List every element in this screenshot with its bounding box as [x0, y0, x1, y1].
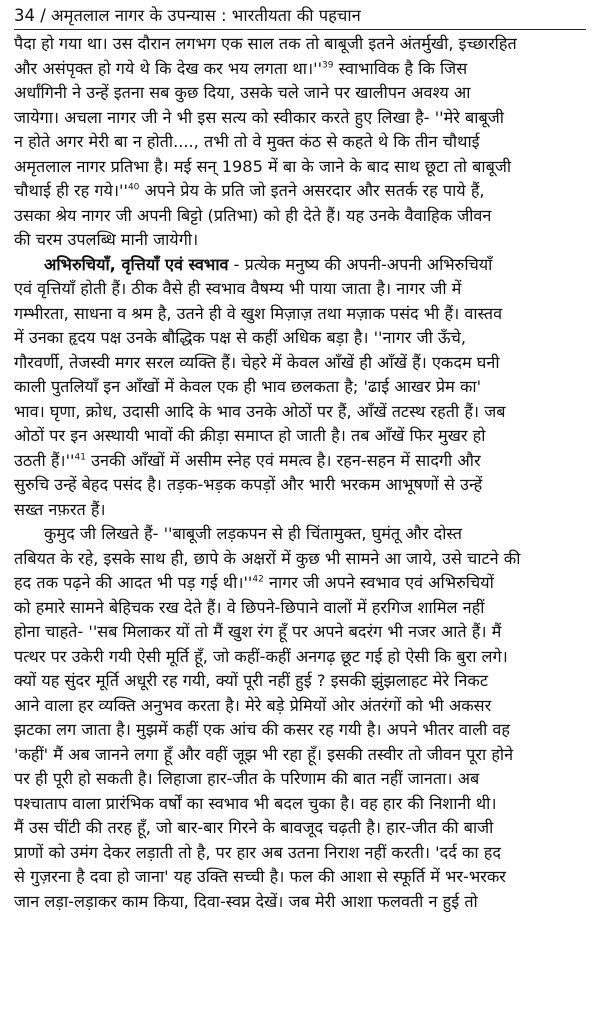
text-span: - प्रत्येक मनुष्य की अपनी-अपनी अभिरुचियाँ — [228, 254, 493, 274]
section-heading: अभिरुचियाँ, वृत्तियाँ एवं स्वभाव — [44, 254, 229, 274]
header-rule — [14, 29, 586, 30]
text-line — [14, 204, 586, 229]
text-line — [14, 449, 586, 474]
footnote-ref-39: 39 — [322, 60, 334, 71]
text-span: गौरवर्णी, तेजस्वी मगर सरल व्यक्ति हैं। चेहरे में केवल आँखें ही आँखें हैं। एकदम घनी — [14, 352, 500, 372]
text-span: उठती हैं।'' — [14, 450, 75, 470]
text-line — [14, 522, 586, 547]
text-line — [14, 106, 586, 131]
text-line — [14, 498, 586, 523]
text-line — [14, 302, 586, 327]
text-span: कुमुद जी लिखते हैं- ''बाबूजी लड़कपन से ही चिंतामुक्त, घुमंतू और दोस्त — [44, 524, 462, 543]
text-span: भाव। घृणा, क्रोध, उदासी आदि के भाव उनके ओठों पर हैं, आँखें तटस्थ रहती हैं। जब — [14, 401, 506, 421]
text-line — [14, 596, 586, 621]
text-span: पर ही पूरी हो सकती है। लिहाजा हार-जीत के परिणाम की बात नहीं जानता। अब — [14, 769, 480, 788]
running-header: 34 / अमृतलाल नागर के उपन्यास : भारतीयता की पहचान — [14, 6, 361, 25]
text-span: की चरम उपलब्धि मानी जायेगी। — [14, 230, 199, 249]
text-span: प्राणों को उमंग देकर लड़ाती तो है, पर हार अब उतना निराश नहीं करती। 'दर्द का हद — [14, 842, 501, 862]
text-span: उनकी आँखों में असीम स्नेह एवं ममत्व है। रहन-सहन में सादगी और — [85, 450, 481, 470]
text-span: स्वाभाविक है कि जिस — [333, 58, 468, 78]
text-span: क्यों यह सुंदर मूर्ति अधूरी रह गयी, क्यों पूरी नहीं हुई ? इसकी झुंझलाहट मेरे निकट — [14, 671, 488, 690]
text-span: एवं वृत्तियाँ होती हैं। ठीक वैसे ही स्वभाव वैषम्य भी पाया जाता है। नागर जी में — [14, 279, 462, 298]
text-line — [14, 792, 586, 817]
text-span: को हमारे सामने बेहिचक रख देते हैं। वे छिपने-छिपाने वालों में हरगिज शामिल नहीं — [14, 597, 485, 617]
text-line — [14, 841, 586, 866]
text-line — [14, 81, 586, 106]
text-span: अपने प्रेय के प्रति जो इतने असरदार और सतर्क रह पाये हैं, — [139, 181, 485, 200]
body-text — [14, 32, 586, 914]
text-line — [14, 547, 586, 572]
text-line — [14, 865, 586, 890]
text-span: उसका श्रेय नागर जी अपनी बिट्टो (प्रतिभा) को ही देते हैं। यह उनके वैवाहिक जीवन — [14, 205, 492, 225]
text-span: 'कहीं' मैं अब जानने लगा हूँ और वहीं जूझ भी रहा हूँ। इसकी तस्वीर तो जीवन पूरा होने — [14, 744, 514, 764]
text-line — [14, 253, 586, 278]
text-span: गम्भीरता, साधना व श्रम है, उतने ही वे खुश मिज़ाज़ तथा मज़ाक पसंद भी हैं। वास्तव — [14, 303, 503, 323]
text-span: झटका लग जाता है। मुझमें कहीं एक आंच की कसर रह गयी है। अपने भीतर वाली वह — [14, 720, 510, 739]
text-span: आने वाला हर व्यक्ति अनुभव करता है। मेरे बड़े प्रेमियों ओर अंतरंगों को भी अकसर — [14, 695, 492, 715]
text-line — [14, 743, 586, 768]
footnote-ref-41: 41 — [74, 452, 86, 463]
text-line — [14, 816, 586, 841]
text-span: अमृतलाल नागर प्रतिभा है। मई सन् 1985 में बा के जाने के बाद साथ छूटा तो बाबूजी — [14, 156, 512, 176]
text-line — [14, 351, 586, 376]
text-line — [14, 400, 586, 425]
text-line — [14, 620, 586, 645]
text-line — [14, 32, 586, 57]
text-span: पश्चाताप वाला प्रारंभिक वर्षों का स्वभाव भी बदल चुका है। वह हार की निशानी थी। — [14, 793, 497, 813]
text-span: और असंपृक्त हो गये थे कि देख कर भय लगता था।'' — [14, 58, 323, 78]
footnote-ref-40: 40 — [127, 182, 140, 193]
text-span: तबियत के रहे, इसके साथ ही, छापे के अक्षरों में कुछ भी सामने आ जाये, उसे चाटने की — [14, 548, 521, 568]
text-span: काली पुतलियाँ इन आँखों में केवल एक ही भाव छलकता है; 'ढाई आखर प्रेम का' — [14, 377, 482, 396]
text-line — [14, 718, 586, 743]
text-span: मैं उस चींटी की तरह हूँ, जो बार-बार गिरने के बावजूद चढ़ती है। हार-जीत की बाजी — [14, 818, 494, 837]
text-span: होना चाहते- ''सब मिलाकर यों तो मैं खुश रंग हूँ पर अपने बदरंग भी नजर आते हैं। मैं — [14, 622, 502, 641]
text-line — [14, 326, 586, 351]
text-line — [14, 130, 586, 155]
text-line — [14, 277, 586, 302]
text-line — [14, 375, 586, 400]
text-span: पत्थर पर उकेरी गयी ऐसी मूर्ति हूँ, जो कहीं-कहीं अनगढ़ छूट गई हो ऐसी कि बुरा लगे। — [14, 646, 508, 666]
text-line — [14, 645, 586, 670]
text-line — [14, 767, 586, 792]
text-span: जान लड़ा-लड़ाकर काम किया, दिवा-स्वप्न देखें। जब मेरी आशा फलवती न हुई तो — [14, 891, 478, 911]
text-span: पैदा हो गया था। उस दौरान लगभग एक साल तक तो बाबूजी इतने अंतर्मुखी, इच्छारहित — [14, 34, 517, 53]
text-line — [14, 228, 586, 253]
text-line — [14, 179, 586, 204]
text-line — [14, 424, 586, 449]
text-span: नागर जी अपने स्वभाव एवं अभिरुचियों — [263, 573, 494, 592]
text-line — [14, 473, 586, 498]
text-span: सुरुचि उन्हें बेहद पसंद है। तड़क-भड़क कपड़ों और भारी भरकम आभूषणों से उन्हें — [14, 475, 483, 494]
footnote-ref-42: 42 — [252, 574, 264, 585]
text-line — [14, 669, 586, 694]
text-span: न होते अगर मेरी बा न होती...., तभी तो वे मुक्त कंठ से कहते थे कि तीन चौथाई — [14, 132, 480, 151]
text-line — [14, 694, 586, 719]
text-line — [14, 571, 586, 596]
text-span: हद तक पढ़ने की आदत भी पड़ गई थी।'' — [14, 573, 253, 592]
text-line — [14, 57, 586, 82]
text-span: से गुज़रना है दवा हो जाना' यह उक्ति सच्ची है। फल की आशा से स्फूर्ति में भर-भरकर — [14, 867, 506, 886]
text-span: ओठों पर इन अस्थायी भावों की क्रीड़ा समाप्त हो जाती है। तब आँखें फिर मुखर हो — [14, 426, 486, 445]
text-span: अर्धांगिनी ने उन्हें इतना सब कुछ दिया, उसके चले जाने पर खालीपन अवश्य आ — [14, 83, 471, 102]
text-span: चौथाई ही रह गये।'' — [14, 181, 128, 200]
text-line — [14, 890, 586, 915]
text-span: में उनका हृदय पक्ष उनके बौद्धिक पक्ष से कहीं अधिक बड़ा है। ''नागर जी ऊँचे, — [14, 328, 467, 347]
text-span: सख्त नफ़रत हैं। — [14, 499, 106, 519]
text-line — [14, 155, 586, 180]
text-span: जायेगा। अचला नागर जी ने भी इस सत्य को स्वीकार करते हुए लिखा है- ''मेरे बाबूजी — [14, 107, 504, 127]
